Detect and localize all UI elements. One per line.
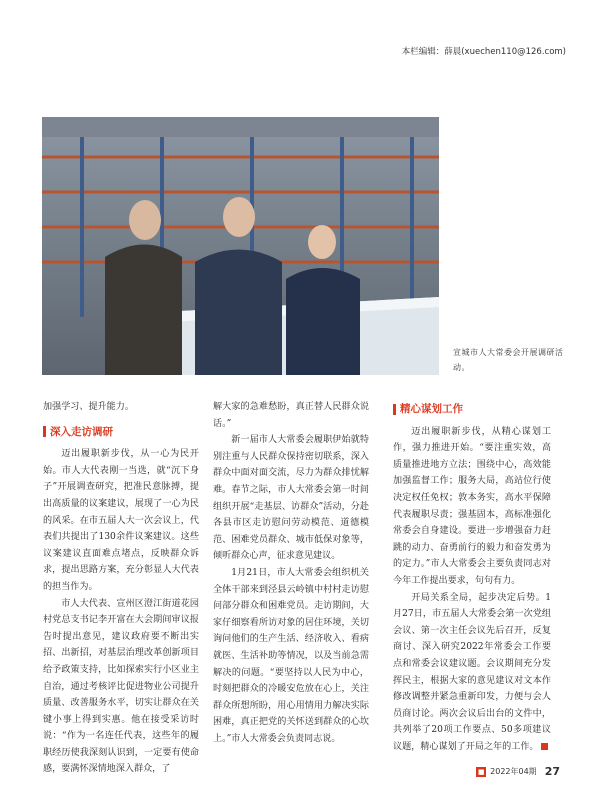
paragraph: 新一届市人大常委会履职伊始就特别注重与人民群众保持密切联系，深入群众中面对面交流，尽力为群众排忧解难。春节之际，市人大常委会第一时间组织开展“走基层、访群众”活动，分赴各县市区走访慰问劳动模范、道德模范、困难党员群众、城市低保对象等，倾听群众心声，征求意见建议。	[213, 435, 369, 562]
paragraph: 市人大代表、宣州区澄江街道花园村党总支书记李开富在大会期间审议报告时提出意见，建议政府要不断出实招、出新招，对基层治理改革创新项目给予政策支持，比如探索实行小区业主自治，通过考核评比促进物业公司提升质量、改善服务水平，切实让群众在关键小事上得到实惠。他在接受采访时说：“作为一名连任代表，这些年的履职经历使我深刻认识到，一定要有使命感，要满怀深情地深入群众，了	[43, 598, 199, 775]
heading-bar-icon	[393, 404, 396, 415]
warehouse-meeting-photo	[42, 117, 439, 375]
section-heading-text: 精心谋划工作	[400, 403, 463, 415]
paragraph: 迈出履职新步伐，从一心为民开始。市人大代表刚一当选，就“沉下身子”开展调查研究，把准民意脉搏，提出高质量的议案建议，展现了一心为民的风采。在市五届人大一次会议上，代表们共提出了130余件议案建议。这些议案建议直面难点堵点，反映群众诉求，提出思路方案，充分彰显人大代表的担当作为。	[43, 449, 199, 592]
section-heading	[43, 424, 199, 441]
page-footer	[476, 765, 560, 778]
magazine-logo-icon: ■	[477, 767, 485, 776]
section-heading	[393, 401, 551, 418]
page-number: 27	[544, 765, 560, 778]
editor-credit: 本栏编辑：薛晨(xuechen110@126.com)	[401, 47, 566, 57]
end-mark-icon	[541, 743, 548, 750]
column-3	[393, 399, 551, 755]
section-heading-text: 深入走访调研	[50, 425, 113, 438]
paragraph-text: 开局关系全局，起步决定后势。1月27日，市五届人大常委会第一次党组会议、第一次主任会议先后召开，反复商讨、深入研究2022年常委会工作要点和常委会议建议题。会议期间充分发挥民主，根据大家的意见建议对文本作修改调整并紧急重新印发，力便与会人员商讨论。两次会议后出台的文件中，共列举了20项工作要点、50多项建议议题，精心谋划了开局之年的工作。	[393, 592, 551, 752]
paragraph	[393, 590, 551, 756]
paragraph: 解大家的急难愁盼，真正替人民群众说话。”	[213, 402, 369, 429]
issue-label: 2022年04期	[490, 767, 537, 776]
photo-caption: 宣城市人大常委会开展调研活动。	[453, 348, 564, 372]
lead-line: 加强学习、提升能力。	[43, 402, 134, 412]
paragraph: 迈出履职新步伐，从精心谋划工作，强力推进开始。“要注重实效，高质量推进地方立法；围绕中心，高效能加强监督工作；服务大局，高站位行使决定权任免权；敦本务实，高水平保障代表履职尽责；强基固本，高标准强化常委会自身建设。要进一步增强奋力赶跳的动力、奋勇前行的毅力和奋发勇为的定力。”市人大常委会主要负责同志对今年工作提出要求，句句有力。	[393, 426, 551, 586]
news-photo	[42, 117, 439, 375]
column-2	[213, 399, 369, 747]
column-1	[43, 399, 199, 778]
paragraph: 1月21日，市人大常委会组织机关全体干部来到泾县云岭镇中村村走访慰问部分群众和困难党员。走访期间，大家仔细察看所访对象的居住环境，关切询问他们的生产生活、经济收入、看病就医、生活补助等情况，以及当前急需解决的问题。“要坚持以人民为中心，时刻把群众的冷暖安危放在心上，关注群众所想所盼，用心用情用力解决实际困难，真正把党的关怀送到群众的心坎上。”市人大常委会负责同志说。	[213, 567, 369, 744]
heading-bar-icon	[43, 426, 46, 437]
